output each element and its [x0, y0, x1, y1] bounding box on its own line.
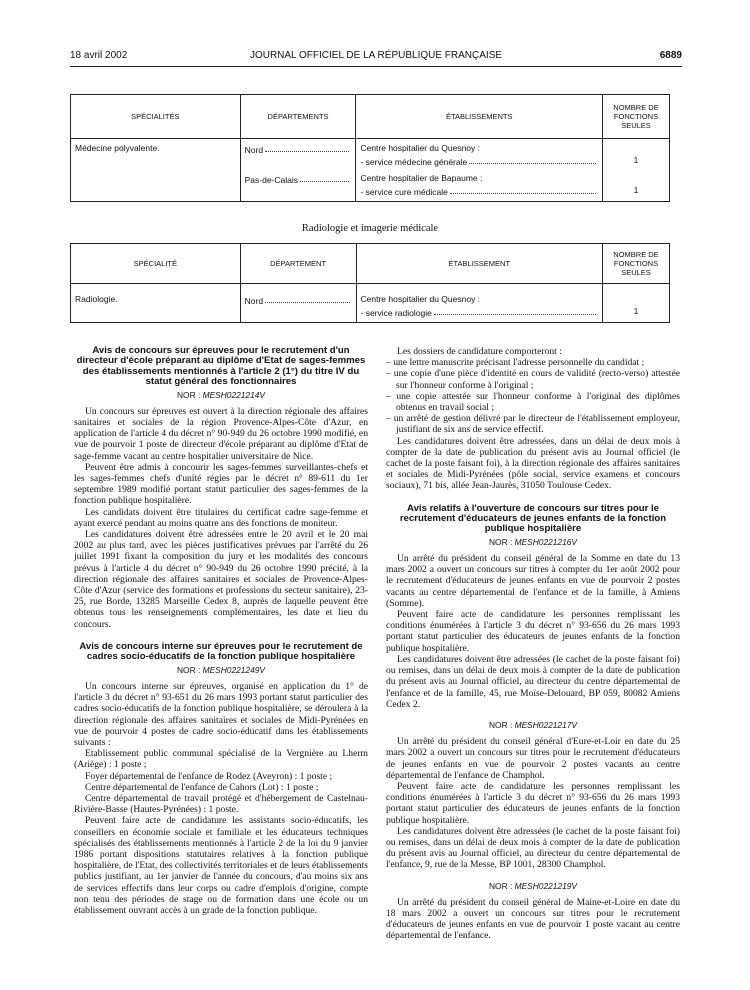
paragraph: Centre départemental de travail protégé et d'hébergement de Castelnau-Rivière-Basse (Hautes-Pyrénées) : 1 poste. — [74, 792, 368, 816]
table-caption: Radiologie et imagerie médicale — [301, 223, 439, 234]
header-date: 18 avril 2002 — [70, 50, 128, 61]
list-item: – une copie attestée sur l'honneur conforme à l'original des diplômes obtenus en travail social ; — [386, 391, 680, 413]
cell-departement: Nord — [245, 143, 352, 155]
document-list — [386, 357, 680, 435]
cell-service: - service radiologie — [361, 306, 599, 318]
nor-reference: NOR : MESH0221249V — [177, 664, 265, 675]
col-header-etablissement: ÉTABLISSEMENT — [356, 244, 603, 284]
col-header-etablissements: ÉTABLISSEMENTS — [356, 95, 603, 139]
paragraph: Foyer départemental de l'enfance de Rodez (Aveyron) : 1 poste ; — [85, 770, 333, 782]
cell-departement: Nord — [245, 294, 352, 306]
paragraph: Un arrêté du président du conseil général d'Eure-et-Loir en date du 25 mars 2002 a ouvert un concours sur titres pour le recrutement d'éducateurs de jeunes enfants en vue de pourvoir 2 postes vacants au centre départemental de l'enfance de Champhol. — [386, 736, 680, 781]
list-item: – une lettre manuscrite précisant l'adresse personnelle du candidat ; — [386, 357, 680, 368]
paragraph: Peuvent être admis à concourir les sages-femmes surveillantes-chefs et les sages-femmes chefs d'unité régies par le décret n° 89-611 du 1er septembre 1989 modifié portant statut particulier des sages-femmes de la fonction publique hospitalière. — [74, 461, 368, 507]
table-row — [71, 139, 670, 168]
table-row — [71, 167, 670, 202]
header-page-number: 6889 — [659, 50, 682, 61]
paragraph: Peuvent faire acte de candidature les assistants socio-éducatifs, les conseillers en économie sociale et familiale et les éducateurs techniques spécialisés des établissements mentionnés à l'article 2 de la loi du 9 janvier 1986 portant dispositions statutaires relatives à la fonction publique hospitalière, de l'Etat, des collectivités territoriales et de leurs établissements publics justifiant, au 1er janvier de l'année du concours, d'au moins six ans de services effectifs dans leur corps ou cadre d'emplois d'origine, compte non tenu des périodes de stage ou de formation dans une école ou un établissement ouvrant accès à un grade de la fonction publique. — [74, 815, 368, 916]
list-item: – un arrêté de gestion délivré par le directeur de l'établissement employeur, justifiant de six ans de service effectif. — [386, 413, 680, 435]
table-medecine — [70, 94, 670, 202]
paragraph: Un arrêté du président du conseil général de Maine-et-Loire en date du 18 mars 2002 a ouvert un concours sur titres pour le recrutement d'éducateurs de jeunes enfants en vue de pourvoir 1 poste vacant au centre départemental de l'enfance. — [386, 896, 680, 942]
header-title: JOURNAL OFFICIEL DE LA RÉPUBLIQUE FRANÇAISE — [249, 50, 503, 61]
cell-etablissement: Centre hospitalier du Quesnoy : — [360, 143, 480, 153]
right-column — [386, 346, 680, 942]
notice-title: Avis de concours interne sur épreuves pour le recrutement de cadres socio-éducatifs de la fonction publique hospitalière — [79, 640, 363, 663]
cell-service: - service médecine générale — [360, 155, 598, 167]
cell-specialite: Radiologie. — [75, 294, 118, 304]
paragraph: Centre départemental de l'enfance de Cahors (Lot) : 1 poste ; — [85, 781, 319, 793]
nor-reference: NOR : MESH0221216V — [489, 536, 577, 547]
cell-nombre: 1 — [603, 284, 670, 323]
left-column — [74, 346, 368, 916]
notice-title: Avis de concours sur épreuves pour le recrutement d'un directeur d'école préparant au diplôme d'Etat de sages-femmes des établissements mentionnés à l'article 2 (1°) du titre IV du statut général des fonctionnaires — [76, 345, 366, 388]
paragraph: Les candidatures doivent être adressées (le cachet de la poste faisant foi) ou remises, dans un délai de deux mois à compter de la date de publication du présent avis au Journal officiel, au directeur du centre départemental de l'enfance, 9, rue de la Messe, BP 1001, 28300 Champhol. — [386, 825, 680, 871]
col-header-departement: DÉPARTEMENT — [240, 244, 356, 284]
paragraph: Un concours interne sur épreuves, organisé en application du 1° de l'article 3 du décret n° 93-651 du 26 mars 1993 portant statut particulier des cadres socio-éducatifs de la fonction publique hospitalière, se déroulera à la direction régionale des affaires sanitaires et sociales de Midi-Pyrénées en vue de pourvoir 4 postes de cadre socio-éducatif dans les établissements suivants : — [74, 680, 368, 748]
header-rule — [70, 66, 682, 67]
table-row — [71, 284, 670, 323]
paragraph: Les candidatures doivent être adressées, dans un délai de deux mois à compter de la date de publication du présent avis au Journal officiel (le cachet de la poste faisant foi), à la direction régionale des affaires sanitaires et sociales de Midi-Pyrénées (pôle social, service examens et concours sociaux), 71 bis, allée Jean-Jaurès, 31050 Toulouse Cedex. — [386, 435, 680, 492]
col-header-specialites: SPÉCIALITÉS — [71, 95, 241, 139]
cell-etablissement: Centre hospitalier du Quesnoy : — [360, 294, 481, 304]
paragraph: Un concours sur épreuves est ouvert à la direction régionale des affaires sanitaires et sociales de la région Provence-Alpes-Côte d'Azur, en application de l'article 4 du décret n° 90-949 du 26 octobre 1990 modifié, en vue de pourvoir 1 poste de directeur d'école préparant au diplôme d'Etat de sage-femme vacant au centre hospitalier universitaire de Nice. — [74, 405, 368, 462]
cell-service: - service cure médicale — [360, 185, 598, 197]
cell-nombre: 1 — [603, 167, 670, 202]
paragraph: Peuvent faire acte de candidature les personnes remplissant les conditions énumérées à l'article 3 du décret n° 93-656 du 26 mars 1993 portant statut particulier des éducateurs de jeunes enfants de la fonction publique hospitalière. — [386, 780, 680, 826]
col-header-specialite: SPÉCIALITÉ — [71, 244, 241, 284]
paragraph: Un arrêté du président du conseil général de la Somme en date du 13 mars 2002 a ouvert un concours sur titres à compter du 1er août 2002 pour le recrutement d'éducateurs de jeunes enfants en vue de pourvoir 2 postes vacants au centre départemental de l'enfance et de la famille, à Amiens (Somme). — [386, 553, 680, 609]
page-header — [70, 50, 682, 64]
cell-etablissement: Centre hospitalier de Bapaume : — [360, 173, 483, 183]
cell-nombre: 1 — [603, 139, 670, 168]
paragraph: Les candidats doivent être titulaires du certificat cadre sage-femme et ayant exercé pendant au moins quatre ans des fonctions de moniteur. — [74, 506, 368, 529]
col-header-nombre: NOMBRE DE FONCTIONS SEULES — [603, 95, 670, 139]
paragraph: Les candidatures doivent être adressées entre le 20 avril et le 20 mai 2002 au plus tard, avec les pièces justificatives prévues par l'arrêté du 26 juillet 1991 fixant la composition du jury et les modalités des concours prévus à l'article 4 du décret n° 90-949 du 26 octobre 1990 précité, à la direction régionale des affaires sanitaires et sociales de Provence-Alpes-Côte d'Azur (service des formations et professions du secteur sanitaire), 23-25, rue Borde, 13285 Marseille Cedex 8, auprès de laquelle peuvent être obtenus tous les renseignements complémentaires, les date et lieu du concours. — [74, 529, 368, 630]
paragraph: Etablissement public communal spécialisé de la Vergnière au Lherm (Ariège) : 1 poste ; — [74, 748, 368, 771]
paragraph: Peuvent faire acte de candidature les personnes remplissant les conditions énumérées à l'article 3 du décret n° 93-656 du 26 mars 1993 portant statut particulier des éducateurs de jeunes enfants de la fonction publique hospitalière. — [386, 609, 680, 654]
nor-reference: NOR : MESH0221214V — [177, 389, 265, 400]
table-radiologie — [70, 243, 670, 323]
cell-departement: Pas-de-Calais — [245, 173, 352, 185]
list-item: – une copie d'une pièce d'identité en cours de validité (recto-verso) attestée sur l'honneur conforme à l'original ; — [386, 368, 680, 390]
nor-reference: NOR : MESH0221217V — [489, 719, 577, 730]
paragraph: Les candidatures doivent être adressées (le cachet de la poste faisant foi) ou remises, dans un délai de deux mois à compter de la date de publication du présent avis au Journal officiel, au directeur du centre départemental de l'enfance et de la famille, 45, rue Moïse-Delouard, BP 059, 80082 Amiens Cedex 2. — [386, 653, 680, 710]
col-header-departements: DÉPARTEMENTS — [240, 95, 356, 139]
nor-reference: NOR : MESH0221219V — [489, 880, 577, 891]
col-header-nombre: NOMBRE DE FONCTIONS SEULES — [603, 244, 670, 284]
notice-title: Avis relatifs à l'ouverture de concours sur titres pour le recrutement d'éducateurs de jeunes enfants de la fonction publique hospitalière — [399, 502, 667, 535]
cell-specialite: Médecine polyvalente. — [75, 143, 160, 153]
paragraph: Les dossiers de candidature comporteront : — [397, 346, 562, 357]
